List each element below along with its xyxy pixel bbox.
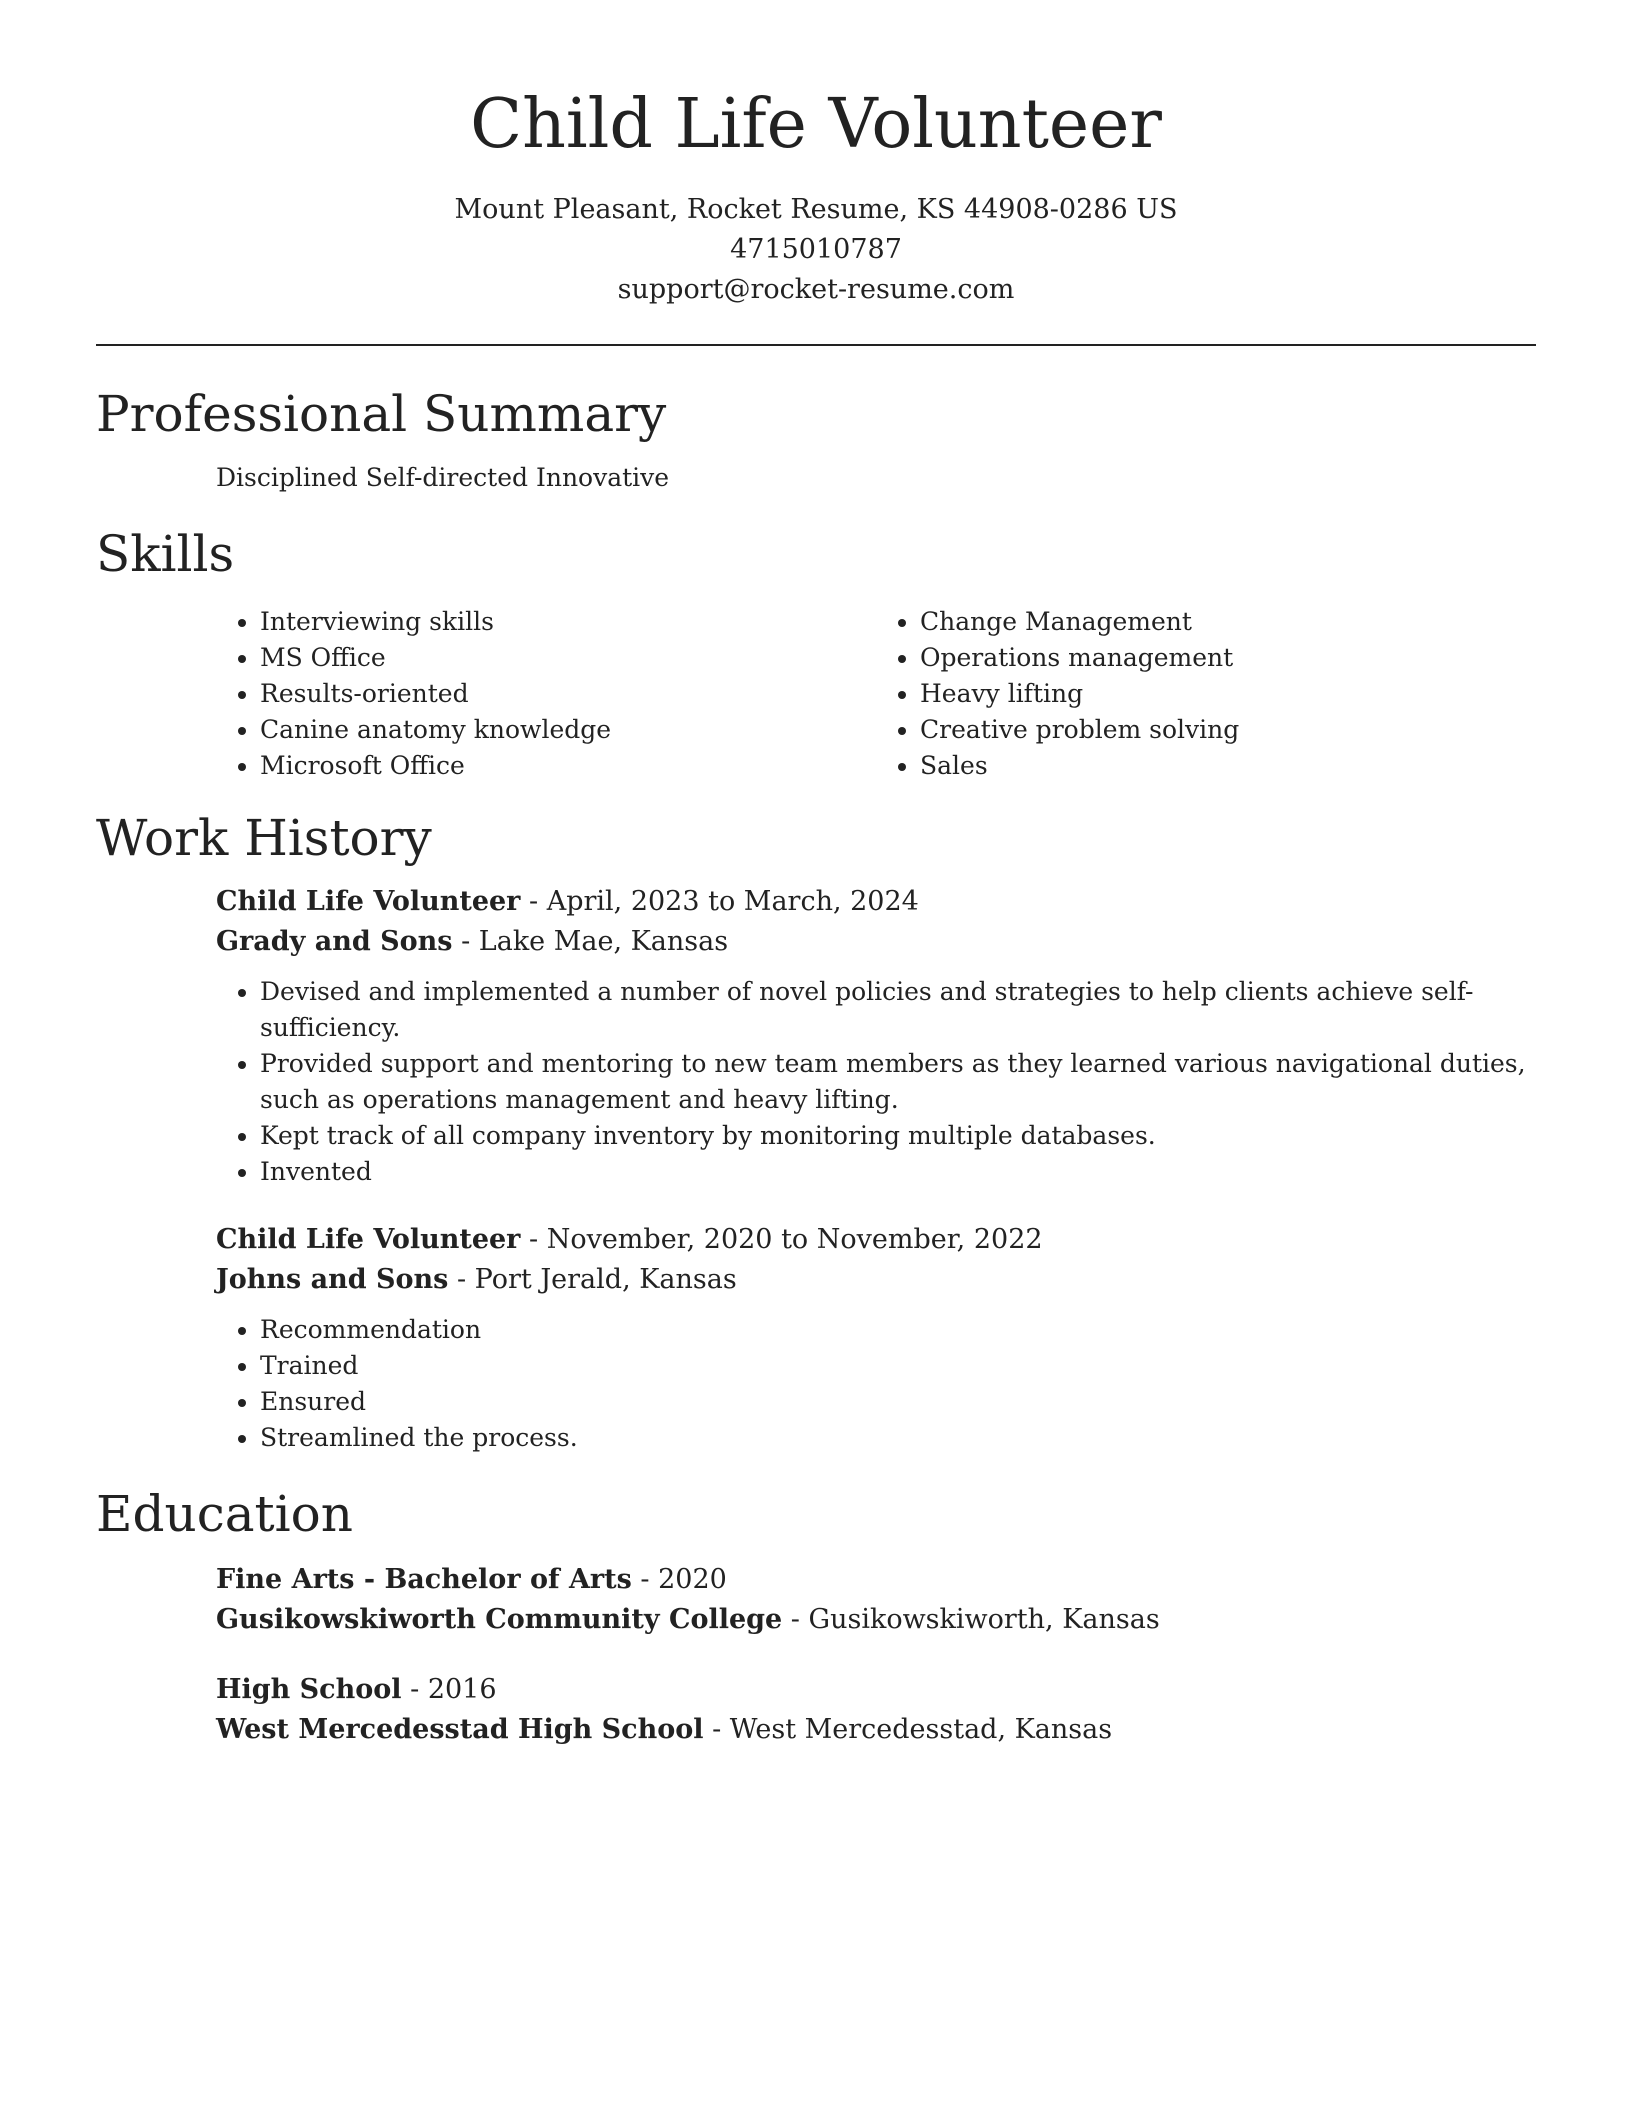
skills-title: Skills <box>96 525 235 583</box>
job-bullets <box>216 974 1536 1190</box>
job-bullet: • Provided support and mentoring to new team members as they learned various navigational duties, such as operations management and heavy lifting. <box>260 1046 1536 1118</box>
education-degree: Fine Arts - Bachelor of Arts <box>216 1564 632 1595</box>
resume-page <box>96 0 1536 1750</box>
education-location: - Gusikowskiworth, Kansas <box>782 1604 1160 1635</box>
skill-item: • Sales <box>920 748 1536 784</box>
skill-item: • Heavy lifting <box>920 676 1536 712</box>
education-entry <box>216 1670 1536 1750</box>
skills-column-left <box>216 604 876 784</box>
job-entry <box>216 882 1536 1190</box>
skills-column-right <box>876 604 1536 784</box>
job-company-line <box>216 1260 1536 1300</box>
work-title: Work History <box>96 809 432 867</box>
skills-grid <box>216 604 1536 784</box>
job-bullet: • Recommendation <box>260 1312 1536 1348</box>
job-title-line <box>216 882 1536 922</box>
job-bullet: • Invented <box>260 1154 1536 1190</box>
job-bullet: • Ensured <box>260 1384 1536 1420</box>
contact-address: Mount Pleasant, Rocket Resume, KS 44908-0286 US <box>454 194 1178 225</box>
education-school: West Mercedesstad High School <box>216 1714 704 1745</box>
education-entry <box>216 1560 1536 1640</box>
skills-section <box>96 522 1536 784</box>
header-divider <box>96 344 1536 346</box>
education-degree-line <box>216 1560 1536 1600</box>
job-location: - Port Jerald, Kansas <box>448 1264 737 1295</box>
summary-section <box>96 382 1536 496</box>
job-location: - Lake Mae, Kansas <box>452 926 729 957</box>
job-bullet: • Trained <box>260 1348 1536 1384</box>
job-company: Grady and Sons <box>216 926 453 957</box>
job-dates: - April, 2023 to March, 2024 <box>520 886 919 917</box>
skill-item: • Creative problem solving <box>920 712 1536 748</box>
education-location: - West Mercedesstad, Kansas <box>703 1714 1113 1745</box>
contact-email: support@rocket-resume.com <box>617 274 1015 305</box>
skill-item: • Operations management <box>920 640 1536 676</box>
resume-header <box>96 0 1536 310</box>
job-title-line <box>216 1220 1536 1260</box>
education-school-line <box>216 1600 1536 1640</box>
education-section <box>96 1482 1536 1750</box>
education-degree: High School <box>216 1674 402 1705</box>
job-bullet: • Kept track of all company inventory by monitoring multiple databases. <box>260 1118 1536 1154</box>
job-company: Johns and Sons <box>216 1264 449 1295</box>
education-year: - 2016 <box>401 1674 497 1705</box>
skill-item: • MS Office <box>260 640 876 676</box>
job-bullet: • Devised and implemented a number of novel policies and strategies to help clients achieve self-sufficiency. <box>260 974 1536 1046</box>
skill-item: • Interviewing skills <box>260 604 876 640</box>
education-year: - 2020 <box>631 1564 727 1595</box>
education-school: Gusikowskiworth Community College <box>216 1604 783 1635</box>
skill-item: • Results-oriented <box>260 676 876 712</box>
job-role: Child Life Volunteer <box>216 1224 521 1255</box>
job-company-line <box>216 922 1536 962</box>
summary-title: Professional Summary <box>96 385 667 443</box>
education-school-line <box>216 1710 1536 1750</box>
education-degree-line <box>216 1670 1536 1710</box>
education-title: Education <box>96 1485 353 1543</box>
job-bullets <box>216 1312 1536 1456</box>
contact-phone: 4715010787 <box>730 234 902 265</box>
summary-text: Disciplined Self-directed Innovative <box>216 463 670 492</box>
candidate-name: Child Life Volunteer <box>470 85 1162 164</box>
job-role: Child Life Volunteer <box>216 886 521 917</box>
skill-item: • Canine anatomy knowledge <box>260 712 876 748</box>
job-bullet: • Streamlined the process. <box>260 1420 1536 1456</box>
skill-item: • Microsoft Office <box>260 748 876 784</box>
job-entry <box>216 1220 1536 1456</box>
skill-item: • Change Management <box>920 604 1536 640</box>
job-dates: - November, 2020 to November, 2022 <box>520 1224 1043 1255</box>
work-section <box>96 806 1536 1456</box>
